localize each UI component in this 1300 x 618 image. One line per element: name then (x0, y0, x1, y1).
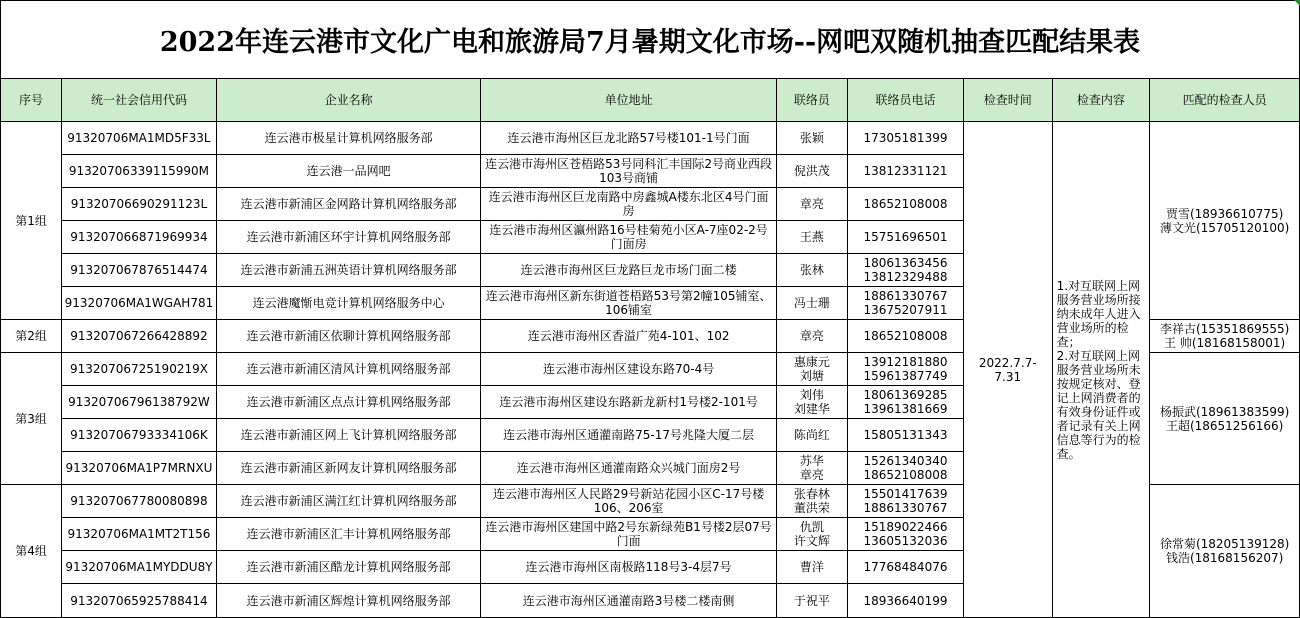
contact: 张林 (776, 254, 847, 287)
contact: 冯士珊 (776, 287, 847, 320)
contact: 章亮 (776, 188, 847, 221)
contact: 刘伟 刘建华 (776, 386, 847, 419)
credit-code: 91320706MA1WGAH781 (62, 287, 217, 320)
address: 连云港市海州区新东街道苍梧路53号第2幢105铺室、106铺室 (481, 287, 776, 320)
credit-code: 91320706787651447​4 (62, 254, 217, 287)
inspectors: 杨振武(18961383599) 王超(18651256166) (1150, 353, 1300, 485)
phone: 15261340340 18652108008 (847, 452, 963, 485)
phone: 15501417639 18861330767 (847, 485, 963, 518)
company-name: 连云港市新浦区辉煌计算机网络服务部 (216, 584, 481, 618)
phone: 18061369285 13961381669 (847, 386, 963, 419)
company-name: 连云港魔惭电竞计算机网络服务中心 (216, 287, 481, 320)
phone: 15189022466 13605132036 (847, 518, 963, 551)
address: 连云港市海州区巨龙路巨龙市场门面二楼 (481, 254, 776, 287)
address: 连云港市海州区通灌南路75-17号兆隆大厦二层 (481, 419, 776, 452)
contact: 苏华 章亮 (776, 452, 847, 485)
credit-code: 91320706MA1MYDDU8Y (62, 551, 217, 584)
address: 连云港市海州区瀛州路16号桂菊苑小区A-7座02-2号门面房 (481, 221, 776, 254)
inspectors: 李祥古(15351869555) 王 帅(18168158001) (1150, 320, 1300, 353)
group-label: 第4组 (1, 485, 62, 618)
contact: 曹洋 (776, 551, 847, 584)
cell-corner-marker (1294, 0, 1300, 6)
col-header-credit-code: 统一社会信用代码 (62, 79, 217, 122)
contact: 张春林 董洪荣 (776, 485, 847, 518)
address: 连云港市海州区南极路118号3-4层7号 (481, 551, 776, 584)
contact: 仇凯 许文辉 (776, 518, 847, 551)
col-header-check-content: 检查内容 (1052, 79, 1150, 122)
check-content: 1.对互联网上网服务营业场所接纳未成年人进入营业场所的检查； 2.对互联网上网服务营业场所未按规定核对、登记上网消费者的有效身份证件或者记录有关上网信息等行为的检查。 (1052, 122, 1150, 618)
credit-code: 91320706MA1P7MRNXU (62, 452, 217, 485)
company-name: 连云港一品网吧 (216, 155, 481, 188)
company-name: 连云港市新浦区环宇计算机网络服务部 (216, 221, 481, 254)
company-name: 连云港市新浦区金网路计算机网络服务部 (216, 188, 481, 221)
inspectors: 贾雪(18936610775) 薄文光(15705120100) (1150, 122, 1300, 320)
phone: 17768484076 (847, 551, 963, 584)
contact: 于祝平 (776, 584, 847, 618)
phone: 15751696501 (847, 221, 963, 254)
phone: 18061363456 13812329488 (847, 254, 963, 287)
phone: 13912181880 15961387749 (847, 353, 963, 386)
contact: 倪洪茂 (776, 155, 847, 188)
contact: 张颖 (776, 122, 847, 155)
credit-code: 91320706MA1MD5F33L (62, 122, 217, 155)
company-name: 连云港市新浦区点点计算机网络服务部 (216, 386, 481, 419)
address: 连云港市海州区建设东路新龙新村1号楼2-101号 (481, 386, 776, 419)
company-name: 连云港市新浦区网上飞计算机网络服务部 (216, 419, 481, 452)
table-row (1, 122, 1300, 155)
credit-code: 91320706690291123L (62, 188, 217, 221)
address: 连云港市海州区通灌南路众兴城门面房2号 (481, 452, 776, 485)
group-label: 第1组 (1, 122, 62, 320)
address: 连云港市海州区建国中路2号东新绿苑B1号楼2层07号门面 (481, 518, 776, 551)
address: 连云港市海州区巨龙南路中房鑫城A楼东北区4号门面房 (481, 188, 776, 221)
credit-code: 91320706MA1MT2T156 (62, 518, 217, 551)
col-header-contact: 联络员 (776, 79, 847, 122)
credit-code: 91320706339115990M (62, 155, 217, 188)
col-header-check-time: 检查时间 (964, 79, 1053, 122)
col-header-address: 单位地址 (481, 79, 776, 122)
check-time: 2022.7.7-7.31 (964, 122, 1053, 618)
address: 连云港市海州区通灌南路3号楼二楼南侧 (481, 584, 776, 618)
contact: 惠康元 刘塘 (776, 353, 847, 386)
result-table (0, 78, 1300, 618)
group-label: 第3组 (1, 353, 62, 485)
phone: 17305181399 (847, 122, 963, 155)
company-name: 连云港市极星计算机网络服务部 (216, 122, 481, 155)
phone: 18861330767 13675207911 (847, 287, 963, 320)
contact: 章亮 (776, 320, 847, 353)
credit-code: 91320706687196993​4 (62, 221, 217, 254)
contact: 王燕 (776, 221, 847, 254)
credit-code: 91320706725190219X (62, 353, 217, 386)
address: 连云港市海州区建设东路70-4号 (481, 353, 776, 386)
col-header-phone: 联络员电话 (847, 79, 963, 122)
phone: 18652108008 (847, 320, 963, 353)
credit-code: 91320706726642889​2 (62, 320, 217, 353)
col-header-index: 序号 (1, 79, 62, 122)
header-row (1, 79, 1300, 122)
address: 连云港市海州区苍梧路53号同科汇丰国际2号商业西段103号商铺 (481, 155, 776, 188)
inspectors: 徐常菊(18205139128) 钱浩(18168156207) (1150, 485, 1300, 618)
company-name: 连云港市新浦区汇丰计算机网络服务部 (216, 518, 481, 551)
credit-code: 91320706793334106K (62, 419, 217, 452)
credit-code: 91320706796138792W (62, 386, 217, 419)
phone: 18936640199 (847, 584, 963, 618)
company-name: 连云港市新浦区依聊计算机网络服务部 (216, 320, 481, 353)
company-name: 连云港市新浦区新网友计算机网络服务部 (216, 452, 481, 485)
company-name: 连云港市新浦区酷龙计算机网络服务部 (216, 551, 481, 584)
group-label: 第2组 (1, 320, 62, 353)
col-header-inspectors: 匹配的检查人员 (1150, 79, 1300, 122)
phone: 18652108008 (847, 188, 963, 221)
address: 连云港市海州区巨龙北路57号楼101-1号门面 (481, 122, 776, 155)
address: 连云港市海州区香溢广苑4-101、102 (481, 320, 776, 353)
credit-code: 91320706592578841​4 (62, 584, 217, 618)
col-header-company-name: 企业名称 (216, 79, 481, 122)
page-title: 2022年连云港市文化广电和旅游局7月暑期文化市场--网吧双随机抽查匹配结果表 (0, 0, 1300, 78)
company-name: 连云港市新浦区清风计算机网络服务部 (216, 353, 481, 386)
address: 连云港市海州区人民路29号新站花园小区C-17号楼106、206室 (481, 485, 776, 518)
company-name: 连云港市新浦五洲英语计算机网络服务部 (216, 254, 481, 287)
company-name: 连云港市新浦区满江红计算机网络服务部 (216, 485, 481, 518)
credit-code: 91320706778008089​8 (62, 485, 217, 518)
phone: 15805131343 (847, 419, 963, 452)
contact: 陈尚红 (776, 419, 847, 452)
phone: 13812331121 (847, 155, 963, 188)
